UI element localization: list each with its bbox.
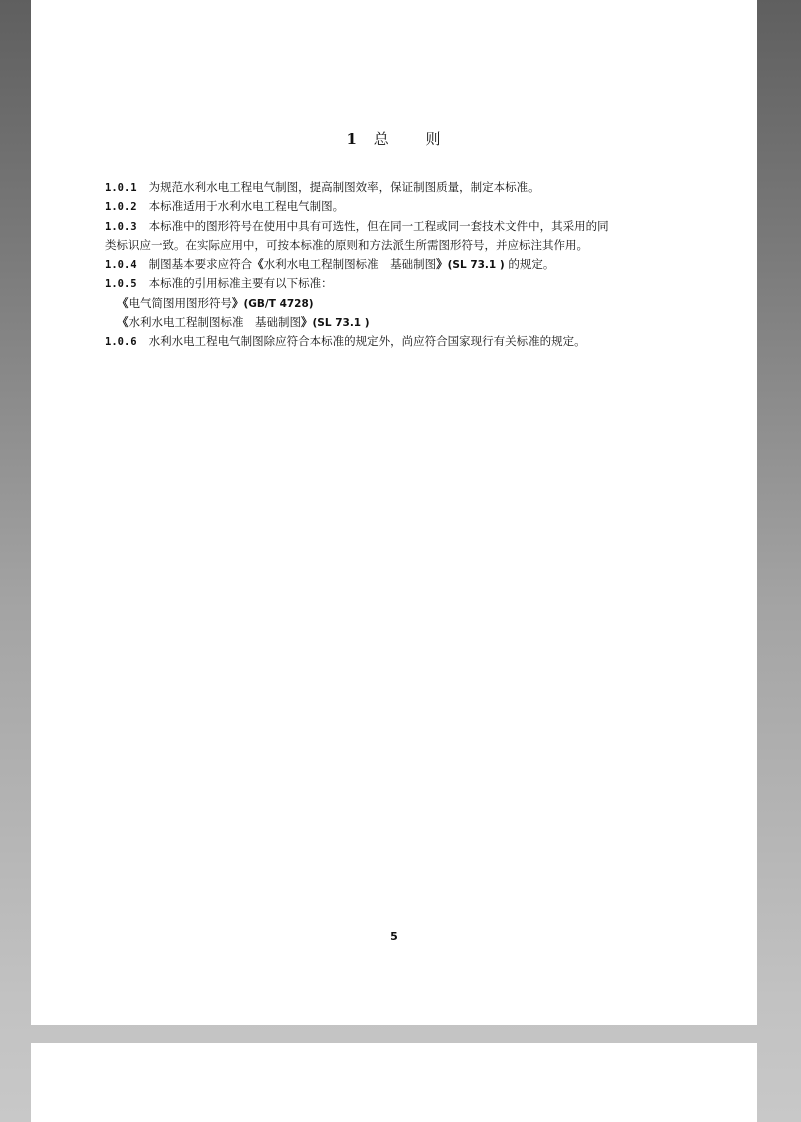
clause-number: 1.0.4 xyxy=(105,259,137,272)
standard-name: 水利水电工程制图标准 基础制图 xyxy=(128,315,301,330)
clause-number: 1.0.1 xyxy=(105,182,137,194)
clause-number: 1.0.5 xyxy=(105,278,137,291)
clause-1-0-4 xyxy=(105,255,675,274)
chapter-title xyxy=(31,128,757,149)
title-close-bracket: 》 xyxy=(301,315,313,330)
chapter-title-part2: 则 xyxy=(425,130,442,148)
clause-text: 类标识应一致。在实际应用中，可按本标准的原则和方法派生所需图形符号，并应标注其作用。 xyxy=(105,237,588,252)
next-document-page xyxy=(31,1043,757,1122)
standard-code: (SL 73.1 ) xyxy=(447,259,505,272)
clause-text: 本标准中的图形符号在使用中具有可选性，但在同一工程或同一套技术文件中，其采用的同 xyxy=(148,218,609,233)
clause-1-0-2 xyxy=(105,197,675,216)
clause-text: 制图基本要求应符合 xyxy=(148,257,253,272)
standard-name: 电气简图用图形符号 xyxy=(128,295,232,310)
chapter-number: 1 xyxy=(346,130,358,148)
clause-1-0-6 xyxy=(105,332,675,351)
clause-1-0-1 xyxy=(105,178,675,197)
title-close-bracket: 》 xyxy=(436,257,448,272)
clause-text: 为规范水利水电工程电气制图，提高制图效率，保证制图质量，制定本标准。 xyxy=(148,180,540,194)
title-open-bracket: 《 xyxy=(117,295,129,310)
clause-number: 1.0.6 xyxy=(105,336,137,349)
clause-text: 本标准适用于水利水电工程电气制图。 xyxy=(148,199,345,214)
clause-number: 1.0.2 xyxy=(105,201,137,214)
standard-name: 水利水电工程制图标准 基础制图 xyxy=(263,257,437,272)
page-number: 5 xyxy=(390,930,398,943)
clause-number: 1.0.3 xyxy=(105,220,137,233)
clause-1-0-3-continued xyxy=(105,236,675,255)
clause-list xyxy=(105,178,675,352)
document-page xyxy=(31,0,757,1025)
clause-text: 的规定。 xyxy=(504,257,555,272)
clause-text: 水利水电工程电气制图除应符合本标准的规定外，尚应符合国家现行有关标准的规定。 xyxy=(148,334,586,349)
title-close-bracket: 》 xyxy=(232,295,244,310)
standard-code: (SL 73.1 ) xyxy=(312,317,370,330)
standard-code: (GB/T 4728) xyxy=(243,297,314,310)
chapter-title-part1: 总 xyxy=(373,130,390,148)
title-open-bracket: 《 xyxy=(117,315,129,330)
title-open-bracket: 《 xyxy=(252,257,264,272)
referenced-standard-item xyxy=(105,313,675,332)
referenced-standard-item xyxy=(105,294,675,313)
clause-1-0-3 xyxy=(105,217,675,236)
clause-1-0-5 xyxy=(105,274,675,293)
clause-text: 本标准的引用标准主要有以下标准： xyxy=(148,276,333,291)
